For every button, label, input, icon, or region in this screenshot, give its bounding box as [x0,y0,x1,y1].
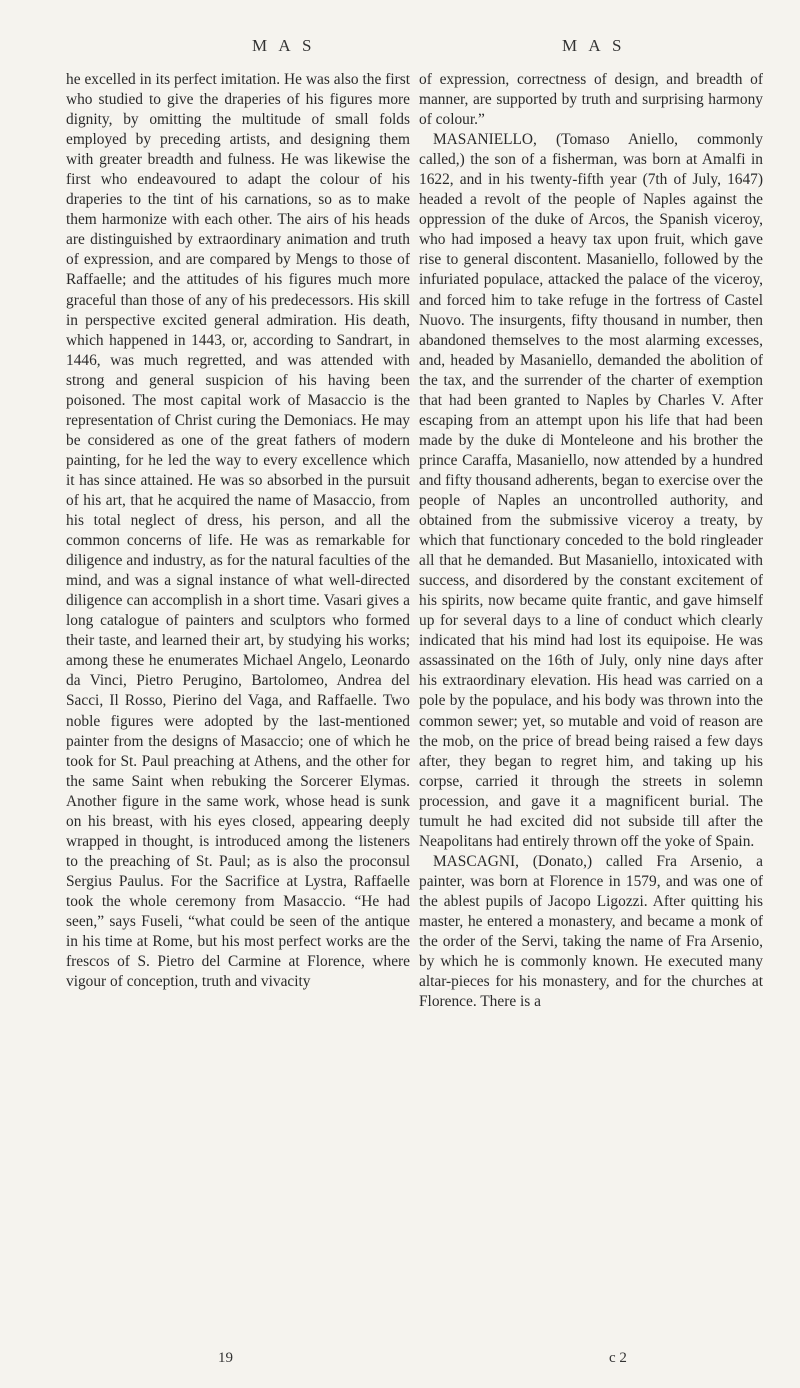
page-signature-left: 19 [218,1350,233,1366]
right-column [419,70,763,1012]
paragraph: of expression, correctness of design, and breadth of manner, are supported by truth and surprising harmony of colour.” [419,71,763,129]
left-column [66,70,410,992]
paragraph: MASCAGNI, (Donato,) called Fra Arsenio, a painter, was born at Florence in 1579, and was one of the ablest pupils of Jacopo Ligozzi. After quitting his master, he entered a monastery, and became a monk of the order of the Servi, taking the name of Fra Arsenio, by which he is commonly known. He executed many altar-pieces for his monastery, and for the churches at Florence. There is a [419,852,763,1011]
page-header [0,36,800,60]
page-signature-right: c 2 [609,1350,627,1366]
right-running-head: M A S [562,36,626,55]
left-running-head: M A S [252,36,316,55]
paragraph: MASANIELLO, (Tomaso Aniello, commonly called,) the son of a fisherman, was born at Amalfi in 1622, and in his twenty-fifth year (7th of July, 1647) headed a revolt of the people of Naples against the oppression of the duke of Arcos, the Spanish viceroy, who had imposed a heavy tax upon fruit, which gave rise to general discontent. Masaniello, followed by the infuriated populace, attacked the palace of the viceroy, and forced him to take refuge in the fortress of Castel Nuovo. The insurgents, fifty thousand in number, then abandoned themselves to the most alarming excesses, and, headed by Masaniello, demanded the abolition of the tax, and the surrender of the charter of exemption that had been granted to Naples by Charles V. After escaping from an attempt upon his life that had been made by the duke di Monteleone and his brother the prince Caraffa, Masaniello, now attended by a hundred and fifty thousand adherents, began to exercise over the people of Naples an uncontrolled authority, and obtained from the submissive viceroy a treaty, by which that functionary conceded to the bold ringleader all that he demanded. But Masaniello, intoxicated with success, and disordered by the constant excitement of his spirits, now became quite frantic, and gave himself up for several days to a line of conduct which clearly indicated that his mind had lost its equipoise. He was assassinated on the 16th of July, only nine days after his extraordinary elevation. His head was carried on a pole by the populace, and his body was thrown into the common sewer; yet, so mutable and void of reason are the mob, on the price of bread being raised a few days after, they began to regret him, and taking up his corpse, carried it through the streets in solemn procession, and gave it a magnificent burial. The tumult he had excited did not subside till after the Neapolitans had entirely thrown off the yoke of Spain. [419,131,763,850]
paragraph: he excelled in its perfect imitation. He was also the first who studied to give the draperies of his figures more dignity, by omitting the multitude of small folds employed by preceding artists, and designing them with greater breadth and fulness. He was likewise the first who endeavoured to adapt the colour of his draperies to the tint of his carnations, so as to make them harmonize with each other. The airs of his heads are distinguished by extraordinary animation and truth of expression, and are compared by Mengs to those of Raffaelle; and the attitudes of his figures much more graceful than those of any of his predecessors. His skill in perspective excited general admiration. His death, which happened in 1443, or, according to Sandrart, in 1446, was much regretted, and was attended with strong and general suspicion of his having been poisoned. The most capital work of Masaccio is the representation of Christ curing the Demoniacs. He may be considered as one of the great fathers of modern painting, for he led the way to every excellence which it has since attained. He was so absorbed in the pursuit of his art, that he acquired the name of Masaccio, from his total neglect of dress, his person, and all the common concerns of life. He was as remarkable for diligence and industry, as for the natural faculties of the mind, and was a signal instance of what well-directed diligence can accomplish in a short time. Vasari gives a long catalogue of painters and sculptors who formed their taste, and learned their art, by studying his works; among these he enumerates Michael Angelo, Leonardo da Vinci, Pietro Perugino, Bartolomeo, Andrea del Sacci, Il Rosso, Pierino del Vaga, and Raffaelle. Two noble figures were adopted by the last-mentioned painter from the designs of Masaccio; one of which he took for St. Paul preaching at Athens, and the other for the same Saint when rebuking the Sorcerer Elymas. Another figure in the same work, whose head is sunk on his breast, with his eyes closed, appearing deeply wrapped in thought, is introduced among the listeners to the preaching of St. Paul; as is also the proconsul Sergius Paulus. For the Sacrifice at Lystra, Raffaelle took the whole ceremony from Masaccio. “He had seen,” says Fuseli, “what could be seen of the antique in his time at Rome, but his most perfect works are the frescos of S. Pietro del Carmine at Florence, where vigour of conception, truth and vivacity [66,71,410,991]
